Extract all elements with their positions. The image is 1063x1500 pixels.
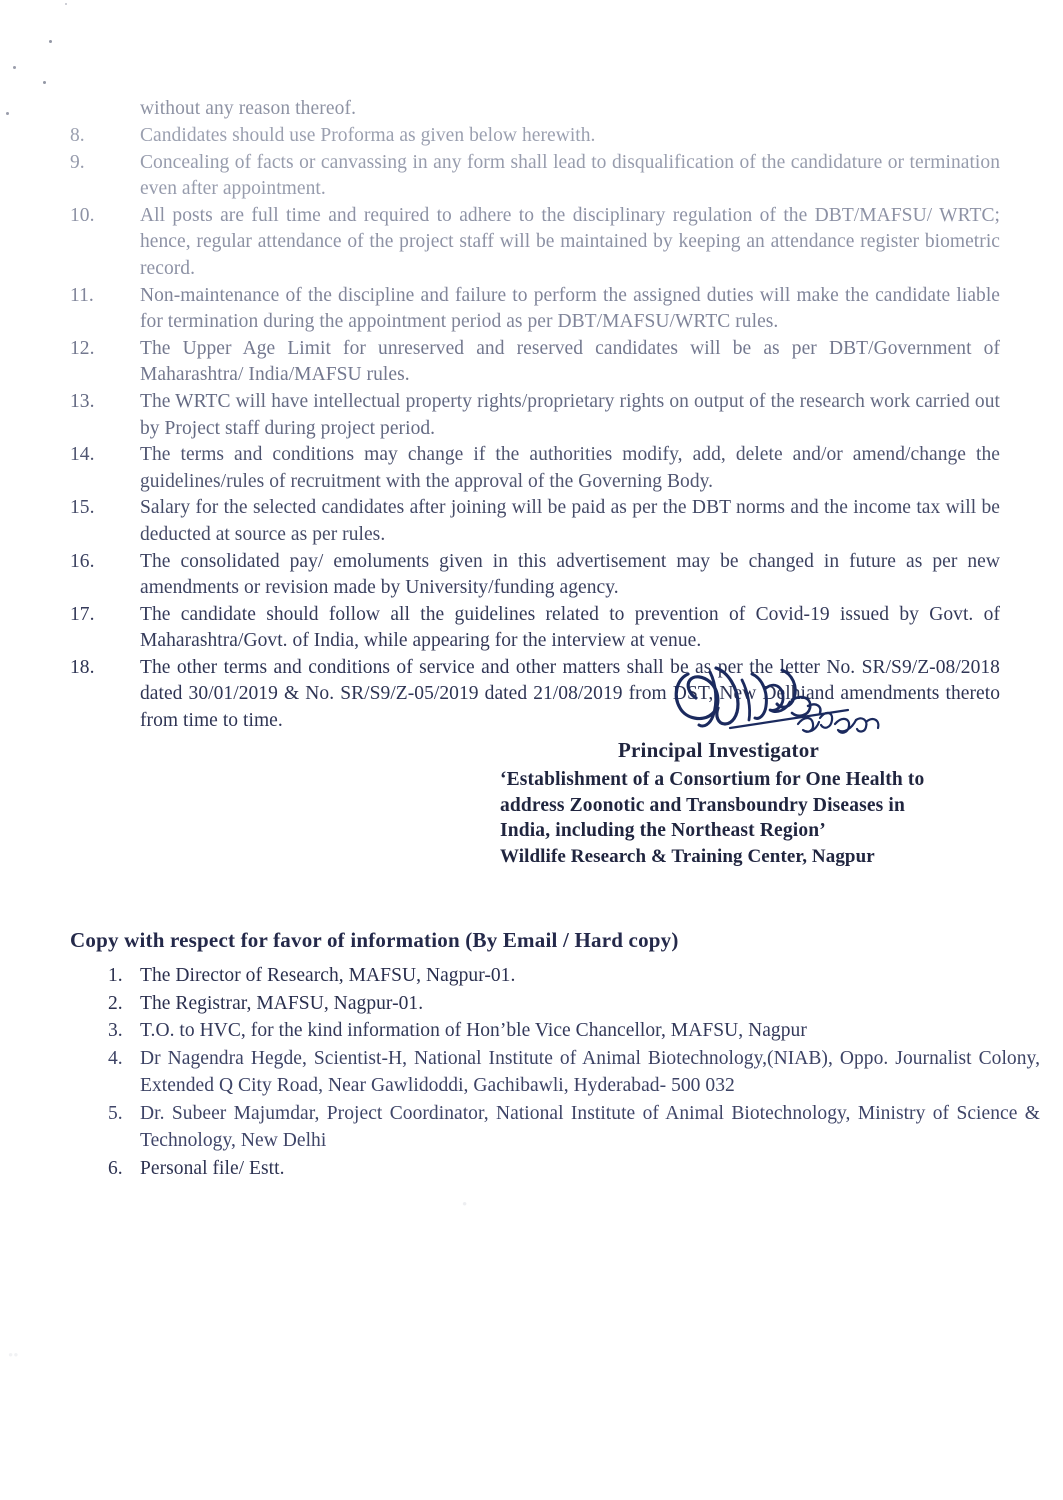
clause-text: Concealing of facts or canvassing in any form shall lead to disqualification of the candidature or termination even after appointment. [140,151,1000,200]
clause-text: All posts are full time and required to adhere to the disciplinary regulation of the DBT/MAFSU/ WRTC; hence, regular attendance of the project staff will be maintained by keeping an attendance register biometric record. [140,204,1000,279]
clause-text: The consolidated pay/ emoluments given in this advertisement may be changed in future as per new amendments or revision made by University/funding agency. [140,550,1000,599]
clause-item [70,389,1000,442]
scan-speckle-icon [65,3,67,5]
clause-text: The other terms and conditions of service and other matters shall be as per the letter No. SR/S9/Z-08/2018 dated 30/01/2019 & No. SR/S9/Z-05/2019 dated 21/08/2019 from DST, New Delhiand amendments thereto from time to time. [140,656,1000,732]
scan-smudge-icon: • [462,1197,468,1213]
list-item [108,1155,1040,1183]
list-item [108,990,1040,1018]
project-title [500,767,1020,844]
project-title-line-1: ‘Establishment of a Consortium for One Health to [500,769,925,790]
clause-item [70,203,1000,283]
clause-item [70,150,1000,203]
clause-text: Salary for the selected candidates after joining will be paid as per the DBT norms and the income tax will be deducted at source as per rules. [140,497,1000,545]
list-item-number: 3. [108,1020,123,1041]
list-item-text: T.O. to HVC, for the kind information of Hon’ble Vice Chancellor, MAFSU, Nagpur [140,1020,807,1041]
list-item [108,1100,1040,1155]
list-item [108,1017,1040,1045]
clause-item [70,123,1000,150]
list-item-text: Personal file/ Estt. [140,1157,285,1179]
clause-text: The Upper Age Limit for unreserved and reserved candidates will be as per DBT/Government of Maharashtra/ India/MAFSU rules. [140,337,1000,386]
clause-number: 8. [70,125,85,146]
center-name: Wildlife Research & Training Center, Nagpur [500,845,875,867]
clause-item [70,549,1000,602]
project-title-line-3: India, including the Northeast Region’ [500,820,826,841]
list-item-text: Dr. Subeer Majumdar, Project Coordinator, National Institute of Animal Biotechnology, Ministry of Science & Technology, New Delhi [140,1102,1040,1151]
signature-area [500,660,1020,738]
clause-number: 13. [70,390,95,412]
list-item-number: 6. [108,1157,123,1179]
list-item [108,962,1040,990]
list-item-text: Dr Nagendra Hegde, Scientist-H, National Institute of Animal Biotechnology,(NIAB), Oppo. Journalist Colony, Extended Q City Road, Near Gawlidoddi, Gachibawli, Hyderabad- 500 032 [140,1047,1040,1096]
clause-text: The WRTC will have intellectual property rights/proprietary rights on output of the research work carried out by Project staff during project period. [140,390,1000,439]
scan-speckle-icon [49,40,52,43]
clause-number: 9. [70,151,85,173]
list-item-number: 5. [108,1102,123,1124]
clause-item [70,442,1000,495]
list-item [108,1045,1040,1100]
clause-number: 15. [70,497,95,519]
list-item-number: 1. [108,965,123,986]
signature-block [500,660,1020,868]
list-item-text: The Director of Research, MAFSU, Nagpur-01. [140,965,516,986]
clause-number: 10. [70,204,95,226]
scan-speckle-icon [43,81,46,84]
clause-text: The terms and conditions may change if the authorities modify, add, delete and/or amend/change the guidelines/rules of recruitment with the approval of the Governing Body. [140,444,1000,492]
clause-number: 14. [70,444,95,466]
project-title-line-2: address Zoonotic and Transboundry Diseases in [500,794,905,816]
scan-speckle-icon [13,66,16,69]
clause-number: 11. [70,284,94,306]
distribution-list [108,962,1040,1182]
handwritten-signature-icon [670,658,900,750]
clause-item [70,602,1000,655]
clause-number: 17. [70,603,95,625]
list-item-number: 2. [108,992,123,1014]
list-item-number: 4. [108,1047,123,1069]
clause-item [70,283,1000,336]
terms-and-conditions-list [70,96,1000,735]
clause-text: Non-maintenance of the discipline and failure to perform the assigned duties will make the candidate liable for termination during the appointment period as per DBT/MAFSU/WRTC rules. [140,284,1000,333]
clause-item [70,495,1000,548]
scan-speckle-icon [6,112,9,115]
copy-section-heading: Copy with respect for favor of information (By Email / Hard copy) [70,928,679,953]
clause-text: The candidate should follow all the guidelines related to prevention of Covid-19 issued by Govt. of Maharashtra/Govt. of India, while appearing for the interview at venue. [140,603,1000,652]
clause-number: 16. [70,550,95,572]
continuation-line: without any reason thereof. [140,98,357,119]
clause-text: Candidates should use Proforma as given below herewith. [140,125,596,146]
clause-number: 12. [70,337,95,359]
clause-number: 18. [70,656,95,678]
list-item-text: The Registrar, MAFSU, Nagpur-01. [140,992,424,1014]
principal-investigator-label: Principal Investigator [618,738,819,762]
clause-item [70,336,1000,389]
scan-smudge-icon: •• [8,1348,19,1364]
